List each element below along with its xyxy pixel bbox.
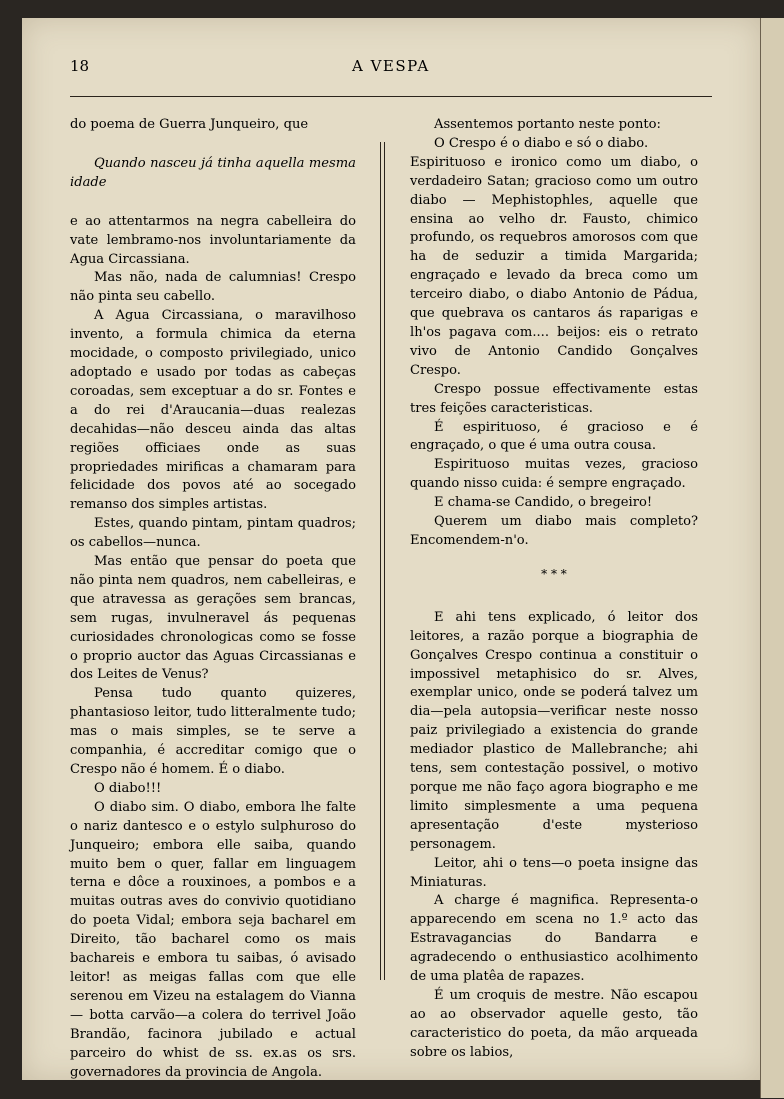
paragraph: Estes, quando pintam, pintam quadros; os cabellos—nunca. [70,516,356,551]
right-column [410,116,698,1063]
paragraph: Leitor, ahi o tens—o poeta insigne das Miniaturas. [410,855,698,890]
paragraph: A Agua Circassiana, o maravilhoso invento, a formula chimica da eterna mocidade, o composto privilegiado, unico adoptado e usado por todas as cabeças coroadas, sem exceptuar a do sr. Fontes e a do rei d'Araucania—duas realezas decahidas—não desceu ainda das altas regiões officiaes onde as suas propriedades mirificas a chamaram para felicidade dos povos até ao socegado remanso dos simples artistas. [70,308,356,513]
paragraph: Mas então que pensar do poeta que não pinta nem quadros, nem cabelleiras, e que atravessa as gerações sem brancas, sem rugas, invulneravel ás pequenas curiosidades chronologicas como se fosse o proprio auctor das Aguas Circassianas e dos Leites de Venus? [70,554,356,683]
paragraph: Crespo possue effectivamente estas tres feições caracteristicas. [410,381,698,416]
left-column [70,116,356,1082]
paragraph: e ao attentarmos na negra cabelleira do vate lembramo-nos involuntariamente da Agua Circassiana. [70,213,356,267]
section-separator: * * * [541,566,567,581]
paragraph: O diabo sim. O diabo, embora lhe falte o nariz dantesco e o estylo sulphuroso do Junqueiro; embora elle saiba, quando muito bem o quer, fallar em linguagem terna e dôce a rouxinoes, a pombos e a muitas outras aves do convivio quotidiano do poeta Vidal; embora seja bacharel em Direito, tão bacharel como os mais bachareis e embora tu saibas, ó avisado leitor! as meigas fallas com que elle serenou em Vizeu na estalagem do Vianna— botta carvão—a colera do terrivel João Brandão, facinora jubilado e actual parceiro do whist de ss. ex.as os srs. governadores da provincia de Angola. [70,799,356,1080]
adjacent-page-edge [760,18,784,1098]
verse-quote: Quando nasceu já tinha aquella mesma idade [70,155,356,190]
paragraph: Pensa tudo quanto quizeres, phantasioso leitor, tudo litteralmente tudo; mas o mais simples, se te serve a companhia, é accreditar comigo que o Crespo não é homem. É o diabo. [70,686,356,777]
paragraph: Espirituoso e ironico como um diabo, o verdadeiro Satan; gracioso como um outro diabo — Mephistophles, aquelle que ensina ao velho dr. Fausto, chimico profundo, os requebros amorosos com que ha de seduzir a timida Margarida; engraçado e levado da breca como um terceiro diabo, o diabo Antonio de Pádua, que quebrava os cantaros ás raparigas e lh'os pagava com.... beijos: eis o retrato vivo de Antonio Candido Gonçalves Crespo. [410,154,698,378]
paragraph: É espirituoso, é gracioso e é engraçado, o que é uma outra cousa. [410,419,698,454]
paragraph: É um croquis de mestre. Não escapou ao ao observador aquelle gesto, tão caracteristico do poeta, da mão arqueada sobre os labios, [410,987,698,1060]
paragraph: O diabo!!! [94,780,162,796]
paragraph: E ahi tens explicado, ó leitor dos leitores, a razão porque a biographia de Gonçalves Crespo continua a constituir o impossivel metaphisico do sr. Alves, exemplar unico, onde se poderá talvez um dia—pela autopsia—verificar neste nosso paiz privilegiado a existencia do grande mediador plastico de Mallebranche; ahi tens, sem contestação possivel, o motivo porque me não faço agora biographo e me limito simplesmente a uma pequena apresentação d'este mysterioso personagem. [410,609,698,852]
running-title: A VESPA [352,57,430,75]
paragraph: Mas não, nada de calumnias! Crespo não pinta seu cabello. [70,270,356,305]
paragraph: Assentemos portanto neste ponto: [434,117,661,132]
column-divider-right-line [384,142,385,980]
paragraph: O Crespo é o diabo e só o diabo. [434,135,649,151]
paragraph: E chama-se Candido, o bregeiro! [434,495,653,511]
paragraph: A charge é magnifica. Representa-o apparecendo em scena no 1.º acto das Estravagancias do Bandarra e agradecendo o enthusiastico acolhimento de uma platêa de rapazes. [410,893,698,985]
page-number: 18 [70,57,90,75]
column-divider-left-line [380,142,381,980]
paragraph: do poema de Guerra Junqueiro, que [70,117,309,132]
paragraph: Querem um diabo mais completo? Encomendem-n'o. [410,514,698,548]
header-rule [70,96,712,97]
paragraph: Espirituoso muitas vezes, gracioso quando nisso cuida: é sempre engraçado. [410,457,698,492]
